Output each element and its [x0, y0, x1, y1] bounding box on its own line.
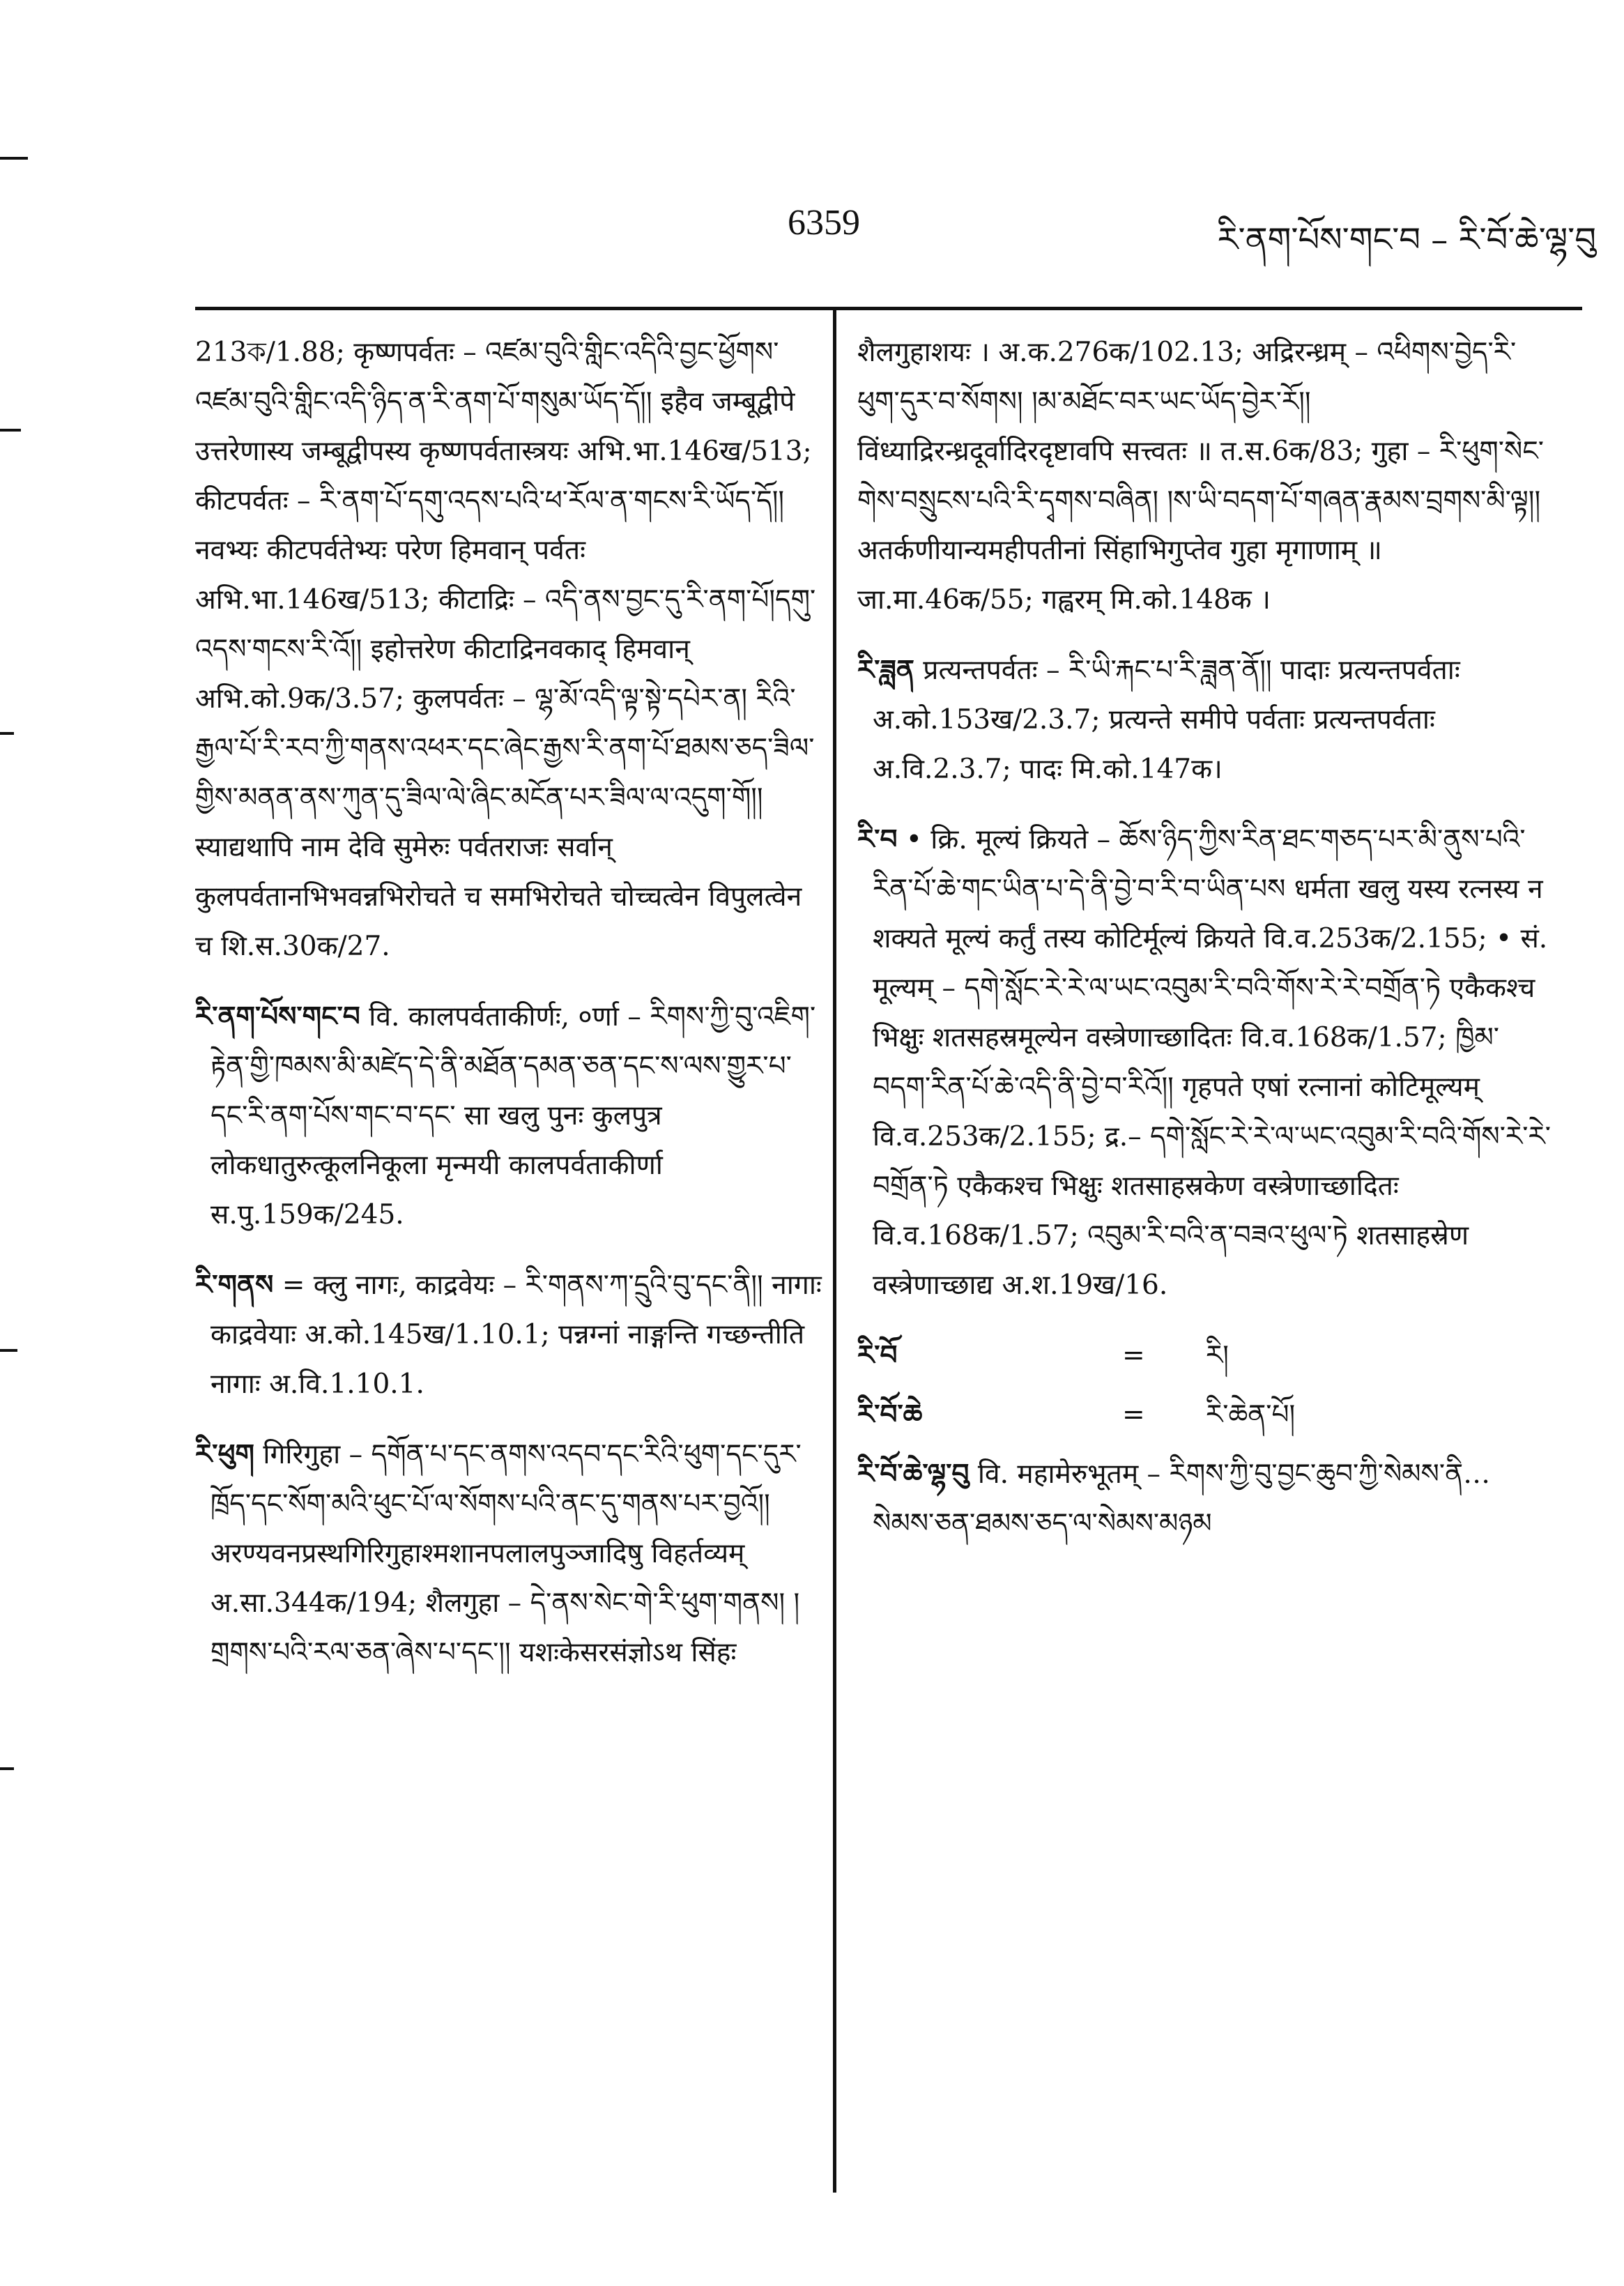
- entry-text: वि. महामेरुभूतम् – རིགས་ཀྱི་བུ་བྱང་ཆུབ་ཀྱི་སེམས་ནི… སེམས་ཅན་ཐམས་ཅད་ལ་སེམས་མཉམ: [873, 1458, 1491, 1539]
- entry-headword: རི་ཕུག: [195, 1438, 254, 1470]
- entry-headword: རི་ཟླན: [857, 654, 914, 686]
- cross-ref-target: རི།: [1206, 1340, 1229, 1371]
- entry: [195, 992, 822, 1240]
- entry: [195, 1430, 822, 1677]
- page-number: 6359: [788, 203, 860, 243]
- cross-ref-row: [857, 1390, 1554, 1440]
- right-column: [857, 328, 1554, 1569]
- cross-ref-equals: =: [1122, 1340, 1145, 1371]
- column-divider: [833, 310, 836, 2193]
- cross-ref-equals: =: [1122, 1399, 1145, 1431]
- entry-text: शैलगुहाशयः । अ.क.276क/102.13; अद्रिरन्ध्रम् – འཕིགས་བྱེད་རི་ཕུག་དུར་བ་སོགས། །མ་མཐོང་བར་ཡང་ཡོད་བྱེར་རོ།། विंध्याद्रिरन्ध्रदूर्वादिरदृष्टावपि सत्त्वतः ॥ त.स.6क/83; गुहा – རི་ཕུག་སེང་གེས་བསྲུངས་པའི་རི་དྭགས་བཞིན། །ས་ཡི་བདག་པོ་གཞན་རྣམས་བྲགས་མི་ལྟ།། अतर्कणीयान्यमहीपतीनां सिंहाभिगुप्तेव गुहा मृगाणाम् ॥ जा.मा.46क/55; गह्वरम् मि.को.148क ।: [857, 337, 1544, 616]
- margin-mark: [0, 732, 14, 735]
- entry-text: • क्रि. मूल्यं क्रियते – ཆོས་ཉིད་ཀྱིས་རིན་ཐང་གཅད་པར་མི་ནུས་པའི་རིན་པོ་ཆེ་གང་ཡིན་པ་དེ་ནི་བྱེ་བ་རི་བ་ཡིན་པས धर्मता खलु यस्य रत्नस्य न शक्यते मूल्यं कर्तुं तस्य कोटिर्मूल्यं क्रियते वि.व.253क/2.155; • सं. मूल्यम् – དགེ་སློང་རེ་རེ་ལ་ཡང་འབུམ་རི་བའི་གོས་རེ་རེ་བགྲོན་ཏེ एकैकश्च भिक्षुः शतसहस्रमूल्येन वस्त्रेणाच्छादितः वि.व.168क/1.57; ཁྱིམ་བདག་རིན་པོ་ཆེ་འདི་ནི་བྱེ་བ་རིའོ།། गृहपते एषां रत्नानां कोटिमूल्यम् वि.व.253क/2.155; द्र.– དགེ་སློང་རེ་རེ་ལ་ཡང་འབུམ་རི་བའི་གོས་རེ་རེ་བགྲོན་ཏེ एकैकश्च भिक्षुः शतसाहस्रकेण वस्त्रेणाच्छादितः वि.व.168क/1.57; འབུམ་རི་བའི་ན་བཟའ་ཕུལ་ཏེ शतसाहस्रेण वस्त्रेणाच्छाद्य अ.श.19ख/16.: [873, 824, 1551, 1301]
- entry-text: 213ক/1.88; कृष्णपर्वतः – འཛམ་བུའི་གླིང་འདིའི་བྱང་ཕྱོགས་འཛམ་བུའི་གླིང་འདི་ཉིད་ན་རི་ནག་པོ་གསུམ་ཡོད་དོ།། इहैव जम्बूद्वीपे उत्तरेणास्य जम्बूद्वीपस्य कृष्णपर्वतास्त्रयः अभि.भा.146ख/513; कीटपर्वतः – རི་ནག་པོ་དགུ་འདས་པའི་ཕ་རོལ་ན་གངས་རི་ཡོད་དོ།། नवभ्यः कीटपर्वतेभ्यः परेण हिमवान् पर्वतः अभि.भा.146ख/513; कीटाद्रिः – འདི་ནས་བྱང་དུ་རི་ནག་པོ།དགུ་འདས་གངས་རི་འོ།། इहोत्तरेण कीटाद्रिनवकाद् हिमवान् अभि.को.9क/3.57; कुलपर्वतः – ལྷ་མོ་འདི་ལྟ་སྟེ་དཔེར་ན། རིའི་རྒྱལ་པོ་རི་རབ་ཀྱི་གནས་འཕར་དང་ཞེང་རྒྱས་རི་ནག་པོ་ཐམས་ཅད་ཟིལ་གྱིས་མནན་ནས་ཀུན་དུ་ཟིལ་ལེ་ཞིང་མངོན་པར་ཟིལ་ལ་འདུག་གོ།། स्याद्यथापि नाम देवि सुमेरुः पर्वतराजः सर्वान् कुलपर्वतानभिभवन्नभिरोचते च समभिरोचते चोच्चत्वेन विपुलत्वेन च शि.स.30क/27.: [195, 337, 816, 962]
- entry-text: प्रत्यन्तपर्वतः – རི་ཡི་རྐང་པ་རི་ཟླན་ནོ།། पादाः प्रत्यन्तपर्वताः अ.को.153ख/2.3.7; प्रत्यन्ते समीपे पर्वताः प्रत्यन्तपर्वताः अ.वि.2.3.7; पादः मि.को.147क।: [873, 655, 1460, 785]
- entry-headword: རི་ནག་པོས་གང་བ: [195, 1000, 360, 1032]
- entry: [857, 646, 1554, 794]
- entry-headword: རི་གནས: [195, 1269, 274, 1301]
- cross-ref-row: [857, 1331, 1554, 1380]
- entry-text: = क्लु नागः, काद्रवेयः – རི་གནས་ཀ་དྲུའི་བུ་དང་ནི།། नागाः काद्रवेयाः अ.को.145ख/1.10.1; पन्नग्नां नाङ्गन्ति गच्छन्तीति नागाः अ.वि.1.10.1.: [210, 1270, 822, 1400]
- cross-ref-headword: རི་བོ་ཆེ: [857, 1399, 923, 1431]
- cross-ref-target: རི་ཆེན་པོ།: [1206, 1399, 1296, 1431]
- margin-mark: [0, 1767, 14, 1770]
- entry-text: गिरिगुहा – དགོན་པ་དང་ནགས་འདབ་དང་རིའི་ཕུག་དང་དུར་ཁྲོད་དང་སོག་མའི་ཕུང་པོ་ལ་སོགས་པའི་ནང་དུ་གནས་པར་བྱའོ།། अरण्यवनप्रस्थगिरिगुहाश्मशानपलालपुञ्जादिषु विहर्तव्यम् अ.सा.344क/194; शैलगुहा – དེ་ནས་སེང་གེ་རི་ཕུག་གནས། །གྲགས་པའི་རལ་ཅན་ཞེས་པ་དང་།། यशःकेसरसंज्ञोऽथ सिंहः: [210, 1439, 802, 1668]
- margin-mark: [0, 429, 21, 432]
- running-head: རི་ནག་པོས་གང་བ – རི་བོ་ཆེ་ལྷ་བུ: [1217, 220, 1596, 259]
- entry-headword: རི་བོ་ཆེ་ལྷ་བུ: [857, 1458, 970, 1490]
- margin-mark: [0, 157, 28, 160]
- left-column: [195, 328, 822, 1698]
- margin-mark: [0, 1349, 17, 1352]
- cross-ref-headword: རི་བོ: [857, 1339, 898, 1371]
- entry: [857, 328, 1554, 625]
- entry: [195, 1260, 822, 1409]
- entry-headword: རི་བ: [857, 823, 898, 855]
- entry: [195, 328, 822, 971]
- entry: [857, 815, 1554, 1310]
- entry-text: वि. कालपर्वताकीर्णः, ०र्णा – རིགས་ཀྱི་བུ་འཇིག་རྟེན་གྱི་ཁམས་མི་མཛེད་དེ་ནི་མཐོན་དམན་ཅན་དང་ས་ལས་གྱུར་པ་དང་རི་ནག་པོས་གང་བ་དང་ सा खलु पुनः कुलपुत्र लोकधातुरुत्कूलनिकूला मृन्मयी कालपर्वताकीर्णा स.पु.159क/245.: [210, 1001, 816, 1230]
- header-rule: [195, 307, 1582, 310]
- entry: [857, 1449, 1554, 1548]
